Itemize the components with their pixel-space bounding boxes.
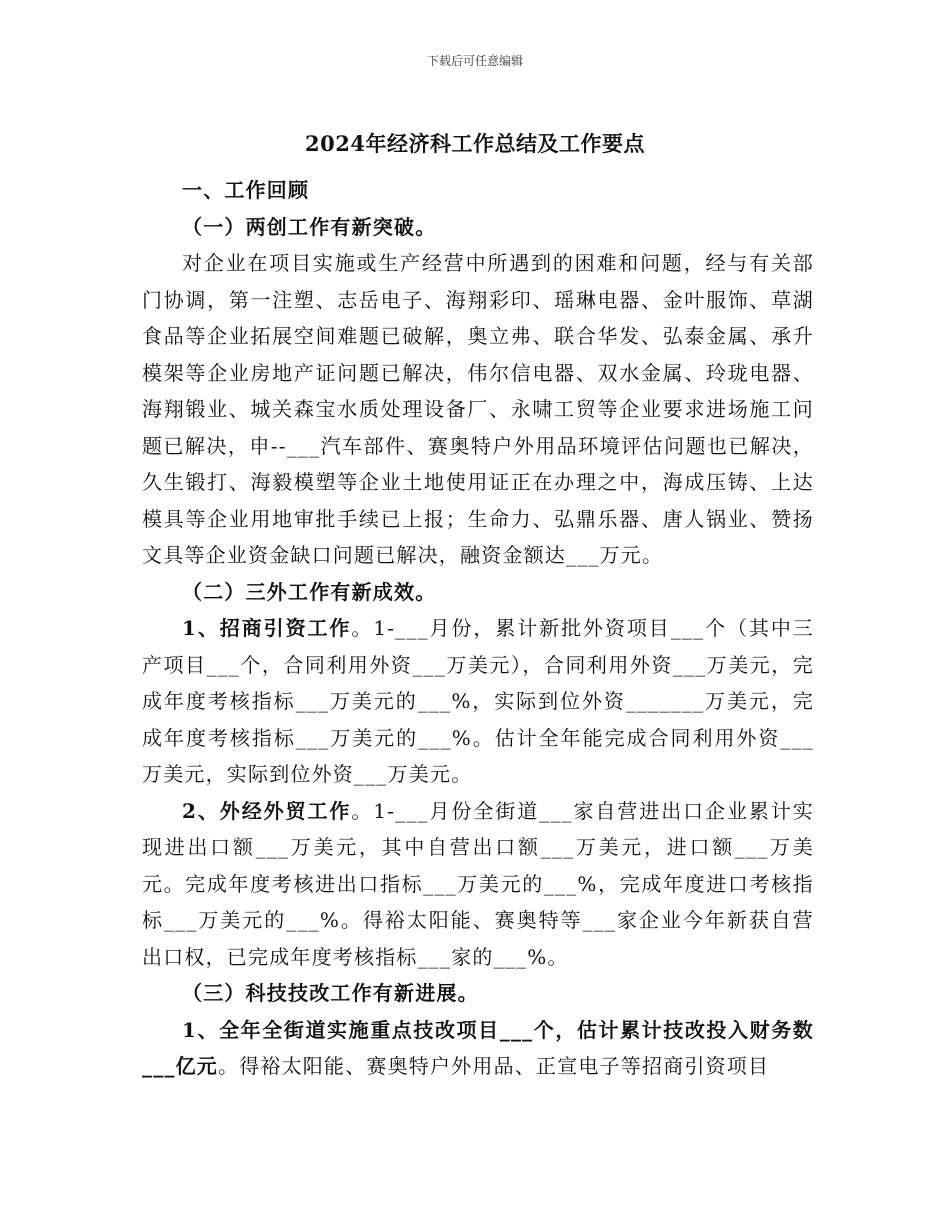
subsection-heading-three-foreign: （二）三外工作有新成效。 — [182, 579, 437, 604]
item-text-investment: 。1-___月份，累计新批外资项目___个（其中三产项目___个，合同利用外资___万美元），合同利用外资___万美元，完成年度考核指标___万美元的___%，实际到位外资_______万美元，完成年度考核指标___万美元的___%。估计全年能完成合同利用外资___万美元，实际到位外资___万美元。 — [142, 616, 814, 786]
paragraph-investment — [142, 610, 814, 793]
item-text-tech-renovation: 。得裕太阳能、赛奥特户外用品、正宣电子等招商引资项目 — [218, 1054, 770, 1078]
subsection-heading-two-innovations: （一）两创工作有新突破。 — [182, 214, 437, 239]
header-note: 下载后可任意编辑 — [426, 54, 523, 68]
paragraph-foreign-trade — [142, 793, 814, 976]
item-lead-foreign-trade: 2、外经外贸工作 — [182, 798, 352, 823]
subsection-heading-tech: （三）科技技改工作有新进展。 — [182, 981, 479, 1005]
item-text-foreign-trade: 。1-___月份全街道___家自营进出口企业累计实现进出口额___万美元，其中自营出口额___万美元，进口额___万美元。完成年度考核进出口指标___万美元的___%，完成年度进口考核指标___万美元的___%。得裕太阳能、赛奥特等___家企业今年新获自营出口权，已完成年度考核指标___家的___%。 — [142, 798, 814, 969]
section-heading-review: 一、工作回顾 — [182, 178, 310, 202]
paragraph-enterprise-problems: 对企业在项目实施或生产经营中所遇到的困难和问题，经与有关部门协调，第一注塑、志岳电子、海翔彩印、瑶琳电器、金叶服饰、草湖食品等企业拓展空间难题已破解，奥立弗、联合华发、弘泰金属、承升模架等企业房地产证问题已解决，伟尔信电器、双水金属、玲珑电器、海翔锻业、城关森宝水质处理设备厂、永啸工贸等企业要求进场施工问题已解决，申--___汽车部件、赛奥特户外用品环境评估问题也已解决，久生锻打、海毅模塑等企业土地使用证正在办理之中，海成压铸、上达模具等企业用地审批手续已上报；生命力、弘鼎乐器、唐人锅业、赞扬文具等企业资金缺口问题已解决，融资金额达___万元。 — [142, 251, 814, 567]
paragraph-tech-renovation — [142, 1012, 814, 1085]
item-lead-investment: 1、招商引资工作 — [182, 616, 352, 640]
document-title: 2024年经济科工作总结及工作要点 — [305, 131, 645, 156]
document-body — [142, 172, 814, 1085]
item-bold-tech-renovation: 1、全年全街道实施重点技改项目___个，估计累计技改投入财务数___亿元 — [142, 1017, 814, 1078]
